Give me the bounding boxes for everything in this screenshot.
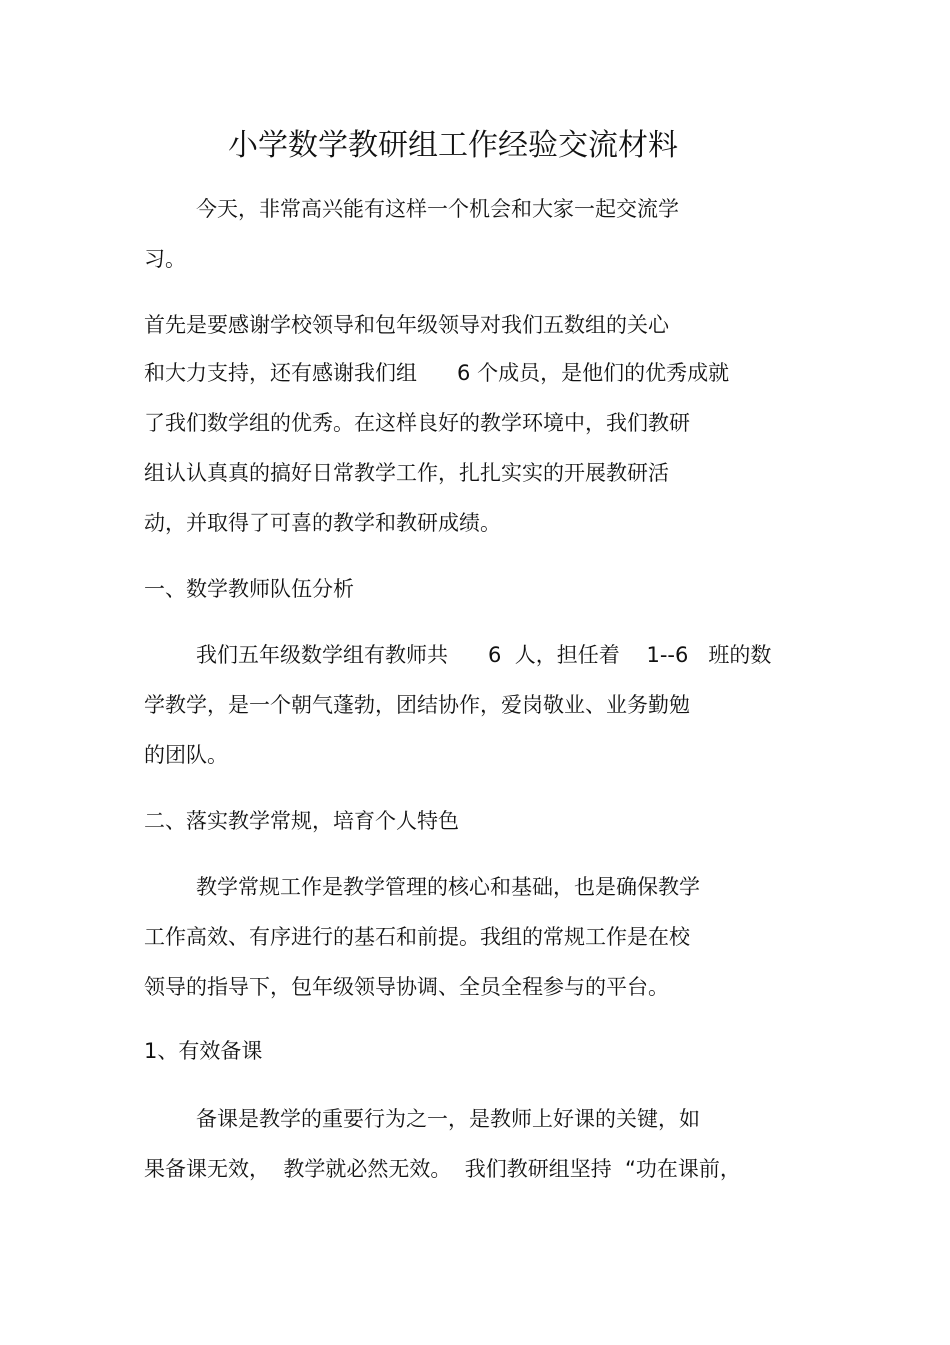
paragraph-line: 工作高效、有序进行的基石和前提。我组的常规工作是在校 <box>144 925 690 949</box>
document-title: 小学数学教研组工作经验交流材料 <box>228 128 678 163</box>
section-heading: 一、数学教师队伍分析 <box>144 577 354 601</box>
paragraph-line: 的团队。 <box>144 743 228 767</box>
paragraph-line: 果备课无效， 教学就必然无效。 我们教研组坚持 “功在课前， <box>144 1157 741 1181</box>
paragraph-line: 领导的指导下，包年级领导协调、全员全程参与的平台。 <box>144 975 669 999</box>
paragraph-line: 动，并取得了可喜的教学和教研成绩。 <box>144 511 501 535</box>
paragraph-line: 教学常规工作是教学管理的核心和基础，也是确保教学 <box>196 875 700 899</box>
paragraph-line: 首先是要感谢学校领导和包年级领导对我们五数组的关心 <box>144 313 669 337</box>
paragraph-line: 我们五年级数学组有教师共 6 人，担任着 1--6 班的数 <box>196 643 772 667</box>
paragraph-line: 学教学，是一个朝气蓬勃，团结协作，爱岗敬业、业务勤勉 <box>144 693 690 717</box>
paragraph-line: 组认认真真的搞好日常教学工作，扎扎实实的开展教研活 <box>144 461 669 485</box>
paragraph-line: 了我们数学组的优秀。在这样良好的教学环境中，我们教研 <box>144 411 690 435</box>
paragraph-line: 备课是教学的重要行为之一，是教师上好课的关键，如 <box>196 1107 700 1131</box>
subsection-heading: 1、有效备课 <box>144 1039 263 1063</box>
paragraph-line: 今天，非常高兴能有这样一个机会和大家一起交流学 <box>196 197 679 221</box>
paragraph-line: 和大力支持，还有感谢我们组 6 个成员，是他们的优秀成就 <box>144 361 730 385</box>
paragraph-line: 习。 <box>144 247 186 271</box>
section-heading: 二、落实教学常规，培育个人特色 <box>144 809 459 833</box>
